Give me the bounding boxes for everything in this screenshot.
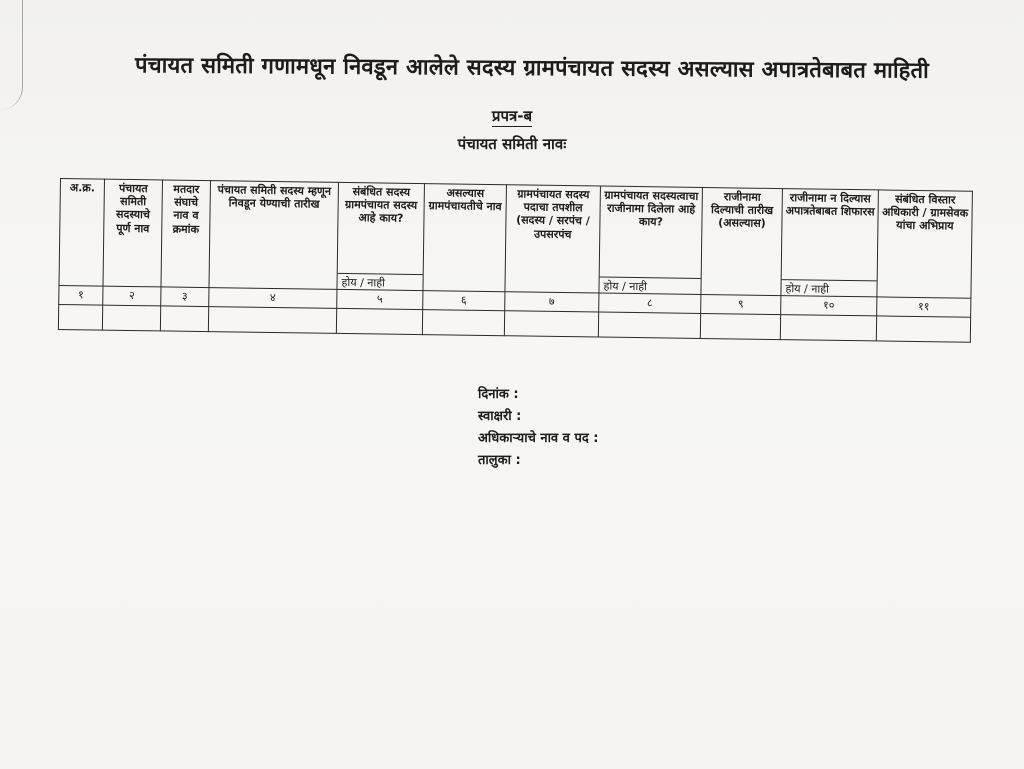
column-number: २ (103, 286, 161, 306)
header-cell: संबंधित विस्तार अधिकारी / ग्रामसेवक यांचा अभिप्राय (877, 190, 972, 298)
page-fold-edge (0, 0, 23, 110)
column-number: ९ (701, 294, 781, 314)
yes-no-subheader: होय / नाही (337, 273, 422, 290)
column-number: ८ (599, 293, 701, 313)
taluka-field-label: तालुका : (478, 453, 521, 468)
information-table (58, 178, 973, 343)
header-cell: राजीनामा न दिल्यास अपात्रतेबाबत शिफारस होय / नाही (781, 189, 878, 297)
column-number: १ (59, 285, 103, 305)
blank-cell[interactable] (336, 308, 422, 334)
column-number: ११ (877, 297, 971, 317)
document-title: पंचायत समिती गणामधून निवडून आलेले सदस्य ग्रामपंचायत सदस्य असल्यास अपात्रतेबाबत माहिती (134, 53, 930, 84)
signature-field-label: स्वाक्षरी : (478, 409, 522, 424)
table-header-row (59, 179, 972, 299)
form-code: प्रपत्र-ब (491, 107, 533, 125)
officer-field-label: अधिकाऱ्याचे नाव व पद : (478, 431, 599, 446)
header-cell: राजीनामा दिल्याची तारीख (असल्यास) (701, 187, 782, 295)
yes-no-subheader: होय / नाही (599, 277, 700, 294)
blank-cell[interactable] (700, 313, 780, 339)
signature-block (478, 384, 598, 472)
header-cell: अ.क्र. (59, 179, 104, 287)
yes-no-subheader: होय / नाही (781, 279, 876, 296)
column-number: ७ (505, 292, 599, 312)
header-cell: मतदार संघाचे नाव व क्रमांक (161, 180, 210, 288)
column-number: १० (781, 296, 877, 316)
header-cell: असल्यास ग्रामपंचायतीचे नाव (423, 184, 506, 292)
header-cell: पंचायत समिती सदस्याचे पूर्ण नाव (103, 179, 162, 287)
blank-cell[interactable] (504, 311, 598, 337)
form-subtitle (0, 106, 1024, 126)
blank-cell[interactable] (876, 316, 970, 342)
blank-cell[interactable] (780, 315, 876, 341)
header-cell: ग्रामपंचायत सदस्य पदाचा तपशील (सदस्य / सरपंच / उपसरपंच (505, 185, 600, 293)
column-number: ५ (337, 289, 423, 309)
blank-cell[interactable] (160, 306, 208, 332)
blank-cell[interactable] (422, 310, 504, 336)
header-cell: संबंधित सदस्य ग्रामपंचायत सदस्य आहे काय? होय / नाही (337, 182, 424, 290)
blank-cell[interactable] (598, 312, 700, 338)
column-number: ४ (209, 288, 337, 309)
column-number: ३ (161, 287, 209, 307)
header-cell: पंचायत समिती सदस्य म्हणून निवडून येण्याची तारीख (209, 181, 338, 290)
samiti-name-label: पंचायत समिती नावः (457, 135, 567, 153)
column-number: ६ (423, 291, 505, 311)
header-cell: ग्रामपंचायत सदस्यत्वाचा राजीनामा दिलेला आहे काय? होय / नाही (599, 186, 702, 294)
blank-cell[interactable] (58, 304, 102, 330)
blank-cell[interactable] (102, 305, 160, 331)
blank-cell[interactable] (208, 307, 336, 334)
date-field-label: दिनांक : (478, 387, 519, 402)
